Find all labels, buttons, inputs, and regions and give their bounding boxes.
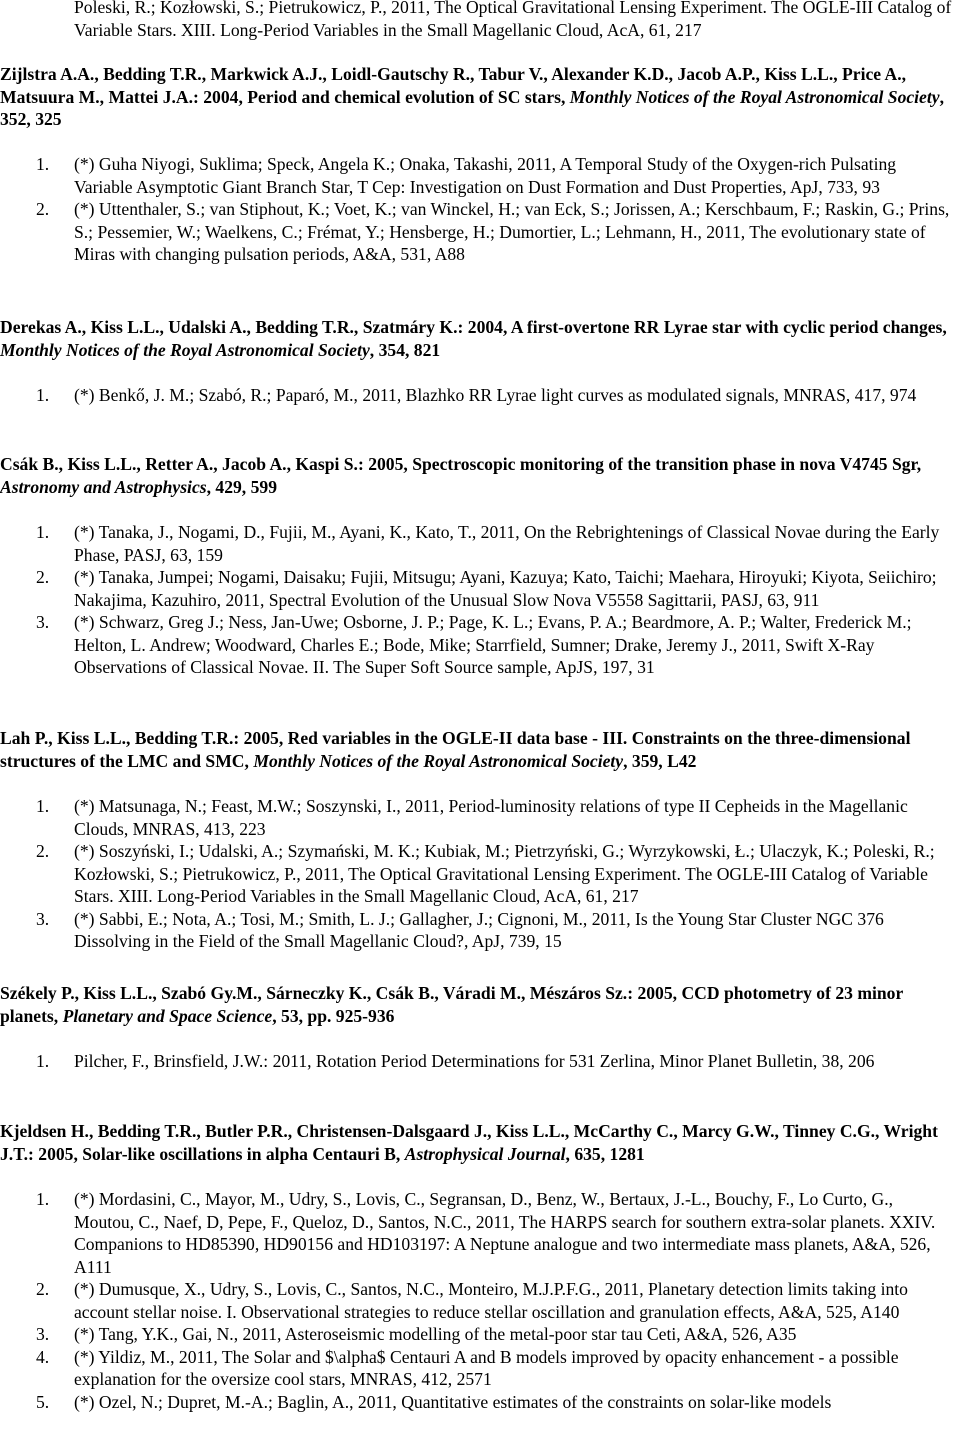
citation-text: (*) Schwarz, Greg J.; Ness, Jan-Uwe; Osborne, J. P.; Page, K. L.; Evans, P. A.; Beardmore, A. P.; Walter, Frederick M.; Helton, L. Andrew; Woodward, Charles E.; Bode, Mike; Starrfield, Sumner; Drake, Jeremy J., 2011, Swift X-Ray Observations of Classical Novae. II. The Super Soft Source sample, ApJS, 197, 31 bbox=[74, 612, 912, 677]
publication-heading bbox=[0, 727, 952, 772]
citation-text: (*) Benkő, J. M.; Szabó, R.; Paparó, M., 2011, Blazhko RR Lyrae light curves as modulated signals, MNRAS, 417, 974 bbox=[74, 385, 917, 405]
citation-text: (*) Matsunaga, N.; Feast, M.W.; Soszynski, I., 2011, Period-luminosity relations of type II Cepheids in the Magellanic Clouds, MNRAS, 413, 223 bbox=[74, 796, 908, 839]
citation-text: (*) Tanaka, Jumpei; Nogami, Daisaku; Fujii, Mitsugu; Ayani, Kazuya; Kato, Taichi; Maehara, Hiroyuki; Kiyota, Seiichiro; Nakajima, Kazuhiro, 2011, Spectral Evolution of the Unusual Slow Nova V5558 Sagittarii, PASJ, 63, 911 bbox=[74, 567, 937, 610]
publication-title: : 2005, CCD photometry of 23 minor planets, bbox=[0, 983, 903, 1026]
publication-volume-page: , 53, pp. 925-936 bbox=[272, 1005, 395, 1026]
publication-authors: Derekas A., Kiss L.L., Udalski A., Bedding T.R., Szatmáry K. bbox=[0, 317, 458, 337]
publication-journal: Astronomy and Astrophysics bbox=[0, 476, 207, 497]
citation-item bbox=[0, 840, 952, 908]
publication-authors: Székely P., Kiss L.L., Szabó Gy.M., Sárneczky K., Csák B., Váradi M., Mészáros Sz. bbox=[0, 983, 628, 1003]
publication-title: : 2004, Period and chemical evolution of SC stars, bbox=[193, 86, 570, 107]
citation-number: 1. bbox=[36, 522, 50, 542]
citation-text: (*) Mordasini, C., Mayor, M., Udry, S., Lovis, C., Segransan, D., Benz, W., Bertaux, J.-L., Bouchy, F., Lo Curto, G., Moutou, C., Naef, D, Pepe, F., Queloz, D., Santos, N.C., 2011, The HARPS search for southern extra-solar planets. XXIV. Companions to HD85390, HD90156 and HD103197: A Neptune analogue and two intermediate mass planets, A&A, 526, A111 bbox=[74, 1189, 936, 1277]
citation-list bbox=[0, 521, 952, 679]
citation-number: 2. bbox=[36, 1279, 50, 1299]
citation-text: (*) Tang, Y.K., Gai, N., 2011, Asteroseismic modelling of the metal-poor star tau Ceti, A&A, 526, A35 bbox=[74, 1324, 797, 1344]
citation-item bbox=[0, 1188, 952, 1278]
publication-journal: Planetary and Space Science bbox=[62, 1005, 273, 1026]
publication-title: : 2005, Spectroscopic monitoring of the transition phase in nova V4745 Sgr, bbox=[357, 454, 922, 474]
citation-number: 1. bbox=[36, 1189, 50, 1209]
citation-list bbox=[0, 153, 952, 266]
citation-item bbox=[0, 1391, 952, 1414]
citation-text: (*) Tanaka, J., Nogami, D., Fujii, M., Ayani, K., Kato, T., 2011, On the Rebrightenings of Classical Novae during the Early Phase, PASJ, 63, 159 bbox=[74, 522, 940, 565]
publication-volume-page: , 354, 821 bbox=[369, 339, 441, 360]
continued-citation-text: Poleski, R.; Kozłowski, S.; Pietrukowicz, P., 2011, The Optical Gravitational Lensing Experiment. The OGLE-III Catalog of Variable Stars. XIII. Long-Period Variables in the Small Magellanic Cloud, AcA, 61, 217 bbox=[74, 0, 952, 40]
citation-number: 1. bbox=[36, 154, 50, 174]
publication-heading bbox=[0, 982, 952, 1027]
publication-title: : 2004, A first-overtone RR Lyrae star with cyclic period changes, bbox=[457, 317, 947, 337]
citation-number: 1. bbox=[36, 385, 50, 405]
citation-text: (*) Ozel, N.; Dupret, M.-A.; Baglin, A., 2011, Quantitative estimates of the constraints on solar-like models bbox=[74, 1391, 832, 1412]
citation-text: (*) Guha Niyogi, Suklima; Speck, Angela K.; Onaka, Takashi, 2011, A Temporal Study of the Oxygen-rich Pulsating Variable Asymptotic Giant Branch Star, T Cep: Investigation on Dust Formation and Dust Properties, ApJ, 733, 93 bbox=[74, 154, 897, 197]
citation-item bbox=[0, 384, 952, 407]
publication-volume-page: , 429, 599 bbox=[206, 476, 277, 497]
citation-number: 2. bbox=[36, 199, 50, 219]
publication-volume-page: , 635, 1281 bbox=[565, 1143, 645, 1164]
publication-journal: Astrophysical Journal bbox=[404, 1143, 566, 1164]
citation-number: 4. bbox=[36, 1346, 50, 1367]
citation-list bbox=[0, 795, 952, 953]
citation-number: 5. bbox=[36, 1391, 50, 1412]
citation-list bbox=[0, 1188, 952, 1413]
citation-text: (*) Sabbi, E.; Nota, A.; Tosi, M.; Smith, L. J.; Gallagher, J.; Cignoni, M., 2011, Is the Young Star Cluster NGC 376 Dissolving in the Field of the Small Magellanic Cloud?, ApJ, 739, 15 bbox=[74, 908, 884, 951]
citation-number: 1. bbox=[36, 796, 50, 816]
publication-volume-page: , 359, L42 bbox=[623, 750, 697, 771]
citation-item bbox=[0, 566, 952, 611]
citation-item bbox=[0, 153, 952, 198]
citation-number: 3. bbox=[36, 1324, 50, 1344]
citation-number: 3. bbox=[36, 612, 50, 632]
citation-number: 3. bbox=[36, 908, 50, 929]
citation-item bbox=[0, 1346, 952, 1391]
citation-text: Pilcher, F., Brinsfield, J.W.: 2011, Rotation Period Determinations for 531 Zerlina, Minor Planet Bulletin, 38, 206 bbox=[74, 1051, 875, 1071]
citation-item bbox=[0, 611, 952, 679]
publication-authors: Zijlstra A.A., Bedding T.R., Markwick A.J., Loidl-Gautschy R., Tabur V., Alexander K.D., Jacob A.P., Kiss L.L., Price A., Matsuura M., Mattei J.A. bbox=[0, 64, 907, 107]
publication-heading bbox=[0, 1120, 952, 1165]
citation-item bbox=[0, 1278, 952, 1323]
publication-journal: Monthly Notices of the Royal Astronomical Society bbox=[569, 86, 940, 107]
citation-text: (*) Dumusque, X., Udry, S., Lovis, C., Santos, N.C., Monteiro, M.J.P.F.G., 2011, Planetary detection limits taking into account stellar noise. I. Observational strategies to reduce stellar oscillation and granulation effects, A&A, 525, A140 bbox=[74, 1279, 908, 1322]
publication-journal: Monthly Notices of the Royal Astronomical Society bbox=[0, 339, 370, 360]
citation-item bbox=[0, 908, 952, 953]
citation-list bbox=[0, 1050, 952, 1073]
publication-heading bbox=[0, 453, 952, 498]
citation-text: (*) Yildiz, M., 2011, The Solar and $\alpha$ Centauri A and B models improved by opacity enhancement - a possible explanation for the oversize cool stars, MNRAS, 412, 2571 bbox=[74, 1346, 899, 1389]
citation-item bbox=[0, 1050, 952, 1073]
citation-text: (*) Uttenthaler, S.; van Stiphout, K.; Voet, K.; van Winckel, H.; van Eck, S.; Jorissen, A.; Kerschbaum, F.; Raskin, G.; Prins, S.; Pessemier, W.; Waelkens, C.; Frémat, Y.; Hensberge, H.; Dumortier, L.; Lehmann, H., 2011, The evolutionary state of Miras with changing pulsation periods, A&A, 531, A88 bbox=[74, 199, 950, 264]
publication-authors: Kjeldsen H., Bedding T.R., Butler P.R., Christensen-Dalsgaard J., Kiss L.L., McCarthy C., Marcy G.W., Tinney C.G., Wright J.T. bbox=[0, 1121, 938, 1164]
publication-heading bbox=[0, 316, 952, 361]
publication-journal: Monthly Notices of the Royal Astronomical Society bbox=[253, 750, 624, 771]
publication-authors: Csák B., Kiss L.L., Retter A., Jacob A., Kaspi S. bbox=[0, 454, 358, 474]
publication-title: : 2005, Red variables in the OGLE-II data base - III. Constraints on the three-dimensional structures of the LMC and SMC, bbox=[0, 728, 911, 771]
citation-item bbox=[0, 1323, 952, 1346]
citation-number: 2. bbox=[36, 567, 50, 587]
citation-item bbox=[0, 198, 952, 266]
citation-item bbox=[0, 795, 952, 840]
citation-number: 1. bbox=[36, 1051, 50, 1071]
publication-heading bbox=[0, 63, 952, 131]
publication-authors: Lah P., Kiss L.L., Bedding T.R. bbox=[0, 728, 234, 748]
publication-volume-page: , 352, 325 bbox=[0, 86, 944, 129]
citation-list bbox=[0, 384, 952, 407]
publication-title: : 2005, Solar-like oscillations in alpha Centauri B, bbox=[28, 1143, 405, 1164]
citation-item bbox=[0, 521, 952, 566]
citation-number: 2. bbox=[36, 841, 50, 861]
citation-text: (*) Soszyński, I.; Udalski, A.; Szymański, M. K.; Kubiak, M.; Pietrzyński, G.; Wyrzykowski, Ł.; Ulaczyk, K.; Poleski, R.; Kozłowski, S.; Pietrukowicz, P., 2011, The Optical Gravitational Lensing Experiment. The OGLE-III Catalog of Variable Stars. XIII. Long-Period Variables in the Small Magellanic Cloud, AcA, 61, 217 bbox=[74, 841, 935, 906]
